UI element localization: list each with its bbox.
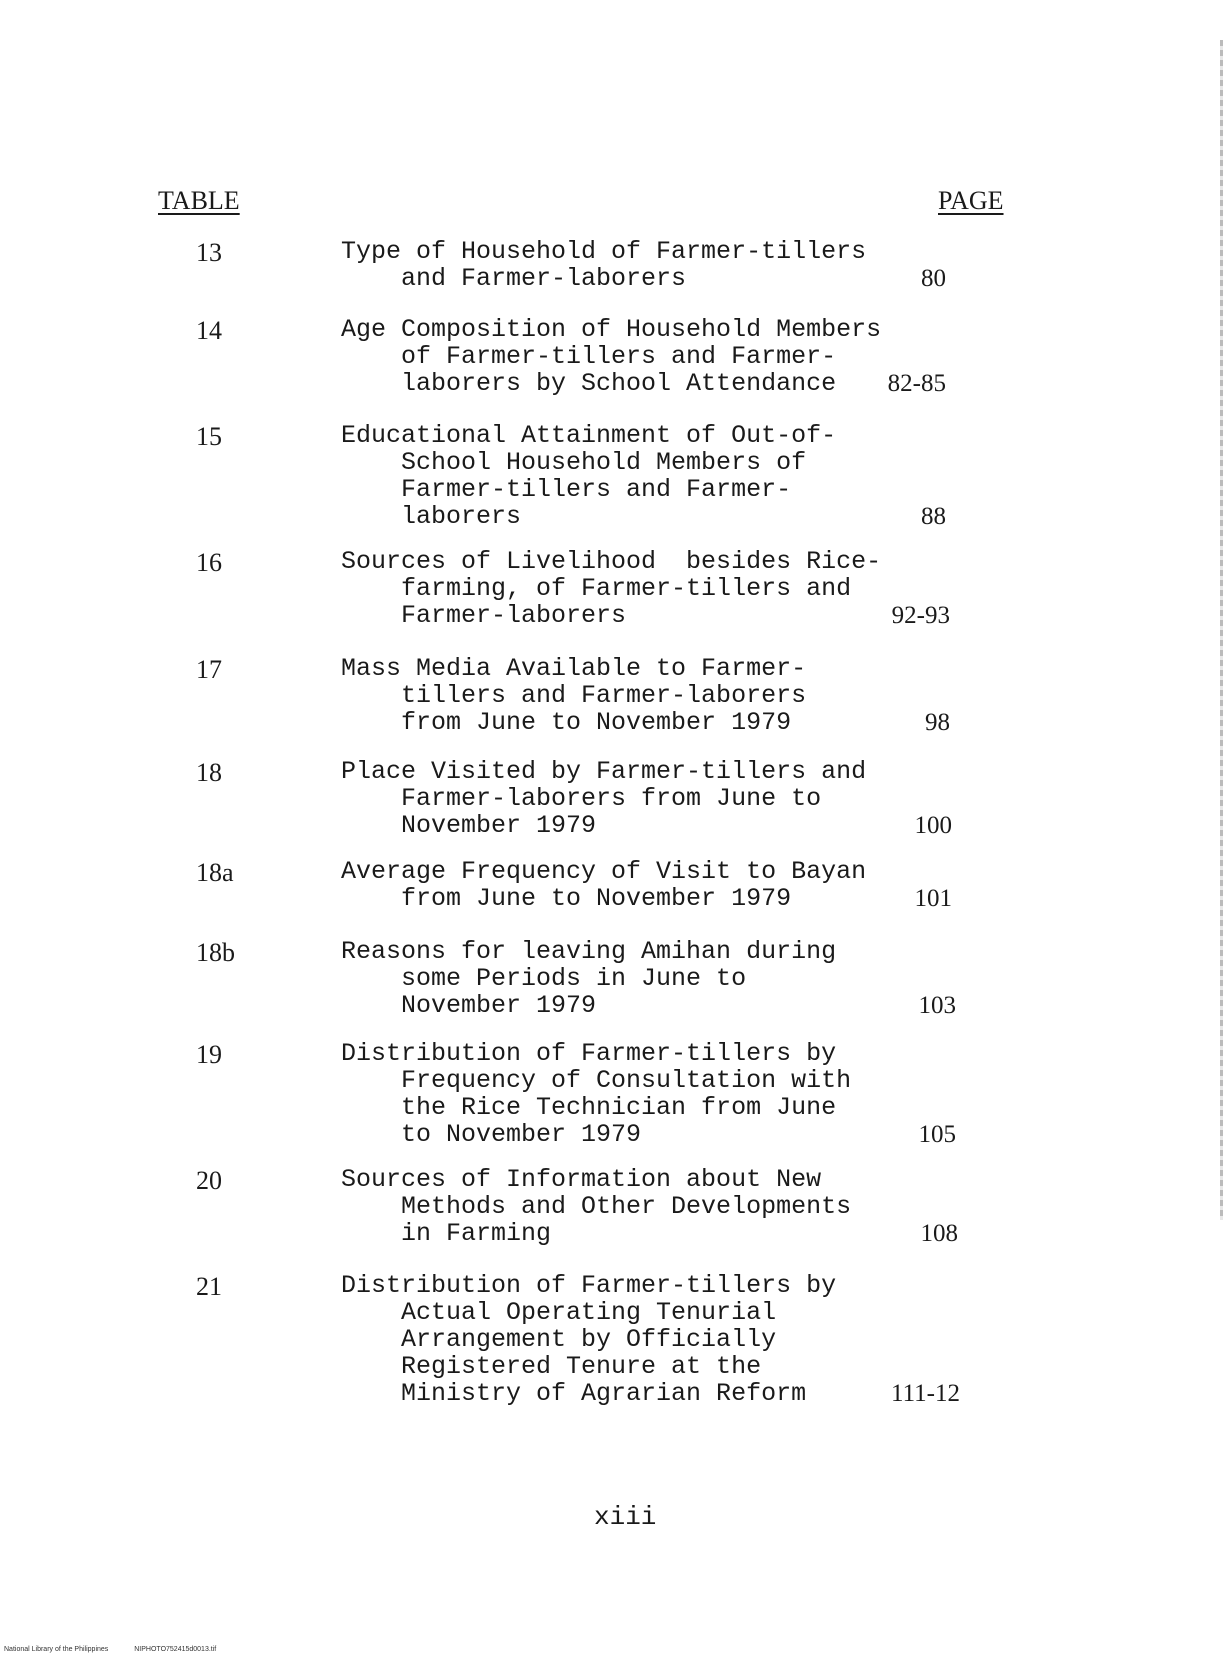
table-title-line: Mass Media Available to Farmer- — [341, 654, 807, 683]
table-title-line: Sources of Livelihood besides Rice- — [341, 547, 882, 576]
table-page: 88 — [921, 503, 946, 530]
table-page: 80 — [921, 265, 946, 292]
table-title-line: laborers — [341, 502, 522, 531]
table-title-line: to November 1979 — [341, 1120, 642, 1149]
table-title-line: Methods and Other Developments — [341, 1192, 852, 1221]
table-title-line: November 1979 — [341, 991, 597, 1020]
table-number: 18a — [196, 858, 234, 887]
table-title-line: Place Visited by Farmer-tillers and — [341, 757, 867, 786]
page-number: xiii — [594, 1502, 657, 1532]
table-number: 18b — [196, 938, 235, 967]
table-title-line: Farmer-laborers — [341, 601, 627, 630]
page-column-header: PAGE — [938, 186, 1004, 215]
table-title-line: Reasons for leaving Amihan during — [341, 937, 837, 966]
table-title-line: Arrangement by Officially — [341, 1325, 777, 1354]
table-title-line: Type of Household of Farmer-tillers — [341, 237, 867, 266]
table-column-header: TABLE — [158, 186, 240, 215]
table-title-line: Sources of Information about New — [341, 1165, 822, 1194]
table-number: 18 — [196, 758, 222, 787]
table-page: 98 — [925, 709, 950, 736]
table-page: 92-93 — [891, 602, 950, 629]
table-page: 100 — [914, 812, 952, 839]
table-page: 101 — [914, 885, 952, 912]
table-number: 19 — [196, 1040, 222, 1069]
table-number: 16 — [196, 548, 222, 577]
table-title-line: tillers and Farmer-laborers — [341, 681, 807, 710]
table-title-line: of Farmer-tillers and Farmer- — [341, 342, 837, 371]
footer-library: National Library of the Philippines — [4, 1646, 109, 1653]
table-page: 103 — [918, 992, 956, 1019]
table-page: 105 — [918, 1121, 956, 1148]
table-page: 82-85 — [887, 370, 946, 397]
table-title-line: in Farming — [341, 1219, 552, 1248]
table-title-line: laborers by School Attendance — [341, 369, 837, 398]
table-title-line: Educational Attainment of Out-of- — [341, 421, 837, 450]
table-title-line: School Household Members of — [341, 448, 807, 477]
table-number: 17 — [196, 655, 222, 684]
table-title-line: November 1979 — [341, 811, 597, 840]
footer-file-id: NIPHOTO752415d0013.tif — [134, 1646, 217, 1653]
table-title-line: Frequency of Consultation with — [341, 1066, 852, 1095]
scan-footer — [4, 1646, 216, 1653]
table-page: 108 — [920, 1220, 958, 1247]
table-number: 15 — [196, 422, 222, 451]
table-title-line: the Rice Technician from June — [341, 1093, 837, 1122]
table-page: 111-12 — [891, 1380, 960, 1407]
table-number: 13 — [196, 238, 222, 267]
table-number: 20 — [196, 1166, 222, 1195]
table-title-line: Farmer-laborers from June to — [341, 784, 822, 813]
table-title-line: Distribution of Farmer-tillers by — [341, 1271, 837, 1300]
table-title-line: and Farmer-laborers — [341, 264, 687, 293]
table-title-line: Registered Tenure at the — [341, 1352, 762, 1381]
table-number: 14 — [196, 316, 222, 345]
table-number: 21 — [196, 1272, 222, 1301]
table-title-line: some Periods in June to — [341, 964, 747, 993]
table-title-line: Average Frequency of Visit to Bayan — [341, 857, 867, 886]
table-title-line: from June to November 1979 — [341, 708, 792, 737]
table-title-line: Farmer-tillers and Farmer- — [341, 475, 792, 504]
table-title-line: Ministry of Agrarian Reform — [341, 1379, 807, 1408]
table-title-line: Distribution of Farmer-tillers by — [341, 1039, 837, 1068]
table-title-line: from June to November 1979 — [341, 884, 792, 913]
table-title-line: Age Composition of Household Members — [341, 315, 882, 344]
table-title-line: farming, of Farmer-tillers and — [341, 574, 852, 603]
table-title-line: Actual Operating Tenurial — [341, 1298, 777, 1327]
